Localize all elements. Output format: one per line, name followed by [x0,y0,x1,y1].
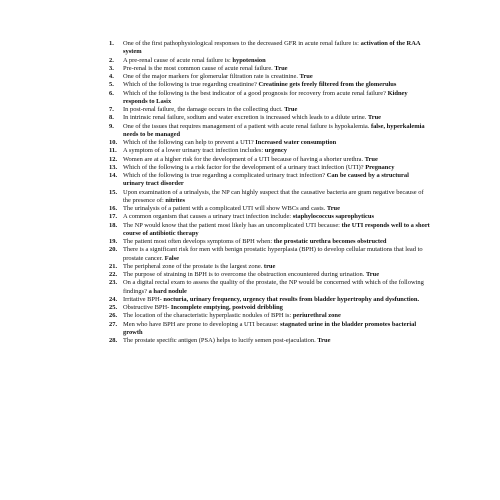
list-item [109,263,431,271]
list-item [109,172,431,189]
item-number: 26. [109,312,118,320]
question-text: Which of the following is a risk factor for the development of a urinary tract infection (UTI)? [123,163,364,171]
item-number: 27. [109,320,118,328]
answer-text: Pregnancy [365,163,395,171]
question-text: The patient most often develops symptoms of BPH when: [123,238,273,245]
list-item [109,337,431,345]
question-list [109,40,431,345]
answer-text: True [365,271,380,278]
question-text: One of the first pathophysiological responses to the decreased GFR in acute renal failure is: [123,40,359,47]
list-item [109,222,431,239]
item-number: 19. [109,238,118,245]
question-text: A symptom of a lower urinary tract infection includes: [123,147,264,155]
question-text: Men who have BPH are prone to developing a UTI because: [123,320,279,328]
list-item [109,296,431,304]
question-text: On a digital rectal exam to assess the quality of the prostate, the NP would be concerned with which of the following findings? [123,279,424,295]
answer-text: True [326,205,340,212]
answer-text: urgency [264,147,287,155]
list-item [109,321,431,338]
answer-text: Increased water consumption [255,139,337,146]
list-item [109,279,431,296]
item-number: 8. [109,114,114,122]
list-item [109,304,431,312]
list-item [109,123,431,140]
item-number: 9. [109,122,114,130]
question-text: Which of the following is the best indicator of a good prognosis for recovery from acute renal failure? [123,89,386,97]
question-text: Women are at a higher risk for the development of a UTI because of having a shorter urethra. [123,155,364,163]
question-text: A pre-renal cause of acute renal failure is: [123,56,231,64]
answer-text: True [284,106,298,113]
list-item [109,189,431,206]
answer-text: staphylococcus saprophyticus [292,213,374,221]
item-number: 1. [109,40,114,47]
list-item [109,81,431,89]
item-number: 18. [109,221,118,229]
item-number: 22. [109,271,118,278]
item-number: 12. [109,155,118,163]
list-item [109,73,431,81]
answer-text: nocturia, urinary frequency, urgency that results from bladder hypertrophy and dysfunction. [163,295,420,303]
question-text: One of the major markers for glomerular filtration rate is creatinine. [123,73,298,80]
list-item [109,271,431,279]
question-text: The prostate specific antigen (PSA) helps to lucify semen post-ejaculation. [123,337,316,344]
item-number: 13. [109,163,118,171]
answer-text: True [364,155,378,163]
answer-text: Can be caused by a structural urinary tract disorder [123,172,409,188]
question-text: In post-renal failure, the damage occurs in the collecting duct. [123,106,283,113]
question-text: One of the issues that requires management of a patient with acute renal failure is hypokalemia. [123,122,370,130]
answer-text: true [263,262,276,270]
item-number: 25. [109,304,118,311]
item-number: 15. [109,188,118,196]
question-text: Which of the following can help to prevent a UTI? [123,139,254,146]
question-text: In intrinsic renal failure, sodium and water excretion is increased which leads to a dilute urine. [123,114,367,122]
answer-text: false, hyperkalemia needs to be managed [123,122,425,138]
list-item [109,246,431,263]
item-number: 4. [109,73,114,80]
answer-text: nitrites [165,196,186,204]
item-number: 7. [109,106,114,113]
list-item [109,65,431,73]
question-text: There is a significant risk for men with benign prostatic hyperplasia (BPH) to develop cellular mutations that lead to prostate cancer. [123,246,423,262]
item-number: 16. [109,205,118,212]
item-number: 28. [109,337,118,344]
item-number: 14. [109,172,118,179]
item-number: 17. [109,213,118,221]
item-number: 23. [109,279,118,287]
item-number: 21. [109,262,118,270]
question-text: The location of the characteristic hyperplastic nodules of BPH is: [123,312,292,320]
answer-text: True [317,337,331,344]
question-text: Obstructive BPH- [123,304,170,311]
list-item [109,156,431,164]
question-text: Irritative BPH- [123,295,162,303]
question-text: Which of the following is true regarding creatinine? [123,81,257,89]
item-number: 10. [109,139,118,146]
question-text: Upon examination of a urinalysis, the NP can highly suspect that the causative bacteria are gram negative because of the presence of: [123,188,424,204]
question-text: The purpose of straining in BPH is to overcome the obstruction encountered during urination. [123,271,365,278]
answer-text: periurethral zone [292,312,341,320]
item-number: 24. [109,295,118,303]
item-number: 3. [109,64,114,72]
list-item [109,40,431,57]
answer-text: stagnated urine in the bladder promotes bacterial growth [123,320,417,336]
list-item [109,57,431,65]
question-text: The urinalysis of a patient with a complicated UTI will show WBCs and casts. [123,205,326,212]
item-number: 2. [109,56,114,64]
list-item [109,139,431,147]
answer-text: activation of the RAA system [123,40,421,56]
list-item [109,164,431,172]
answer-text: the prostatic urethra becomes obstructed [273,238,387,245]
item-number: 6. [109,89,114,97]
answer-text: True [367,114,382,122]
question-text: A common organism that causes a urinary tract infection include: [123,213,292,221]
item-number: 20. [109,246,118,254]
question-text: The peripheral zone of the prostate is the largest zone. [123,262,263,270]
item-number: 11. [109,147,117,155]
answer-text: Creatinine gets freely filtered from the glomerulus [258,81,397,89]
question-text: The NP would know that the patient most likely has an uncomplicated UTI because: [123,221,340,229]
list-item [109,147,431,155]
list-item [109,90,431,107]
question-text: Pre-renal is the most common cause of acute renal failure. [123,64,273,72]
answer-text: the UTI responds well to a short course of antibiotic therapy [123,221,430,237]
answer-text: Incomplete emptying, postvoid dribbling [170,304,283,311]
item-number: 5. [109,81,114,89]
answer-text: True [274,64,288,72]
list-item [109,213,431,221]
list-item [109,106,431,114]
list-item [109,205,431,213]
answer-text: Kidney responds to Lasix [123,89,408,105]
answer-text: hypotension [232,56,266,64]
list-item [109,312,431,320]
answer-text: False [164,254,179,262]
answer-text: a hard nodule [148,287,187,295]
list-item [109,238,431,246]
question-text: Which of the following is true regarding a complicated urinary tract infection? [123,172,326,179]
answer-text: True [299,73,313,80]
list-item [109,114,431,122]
